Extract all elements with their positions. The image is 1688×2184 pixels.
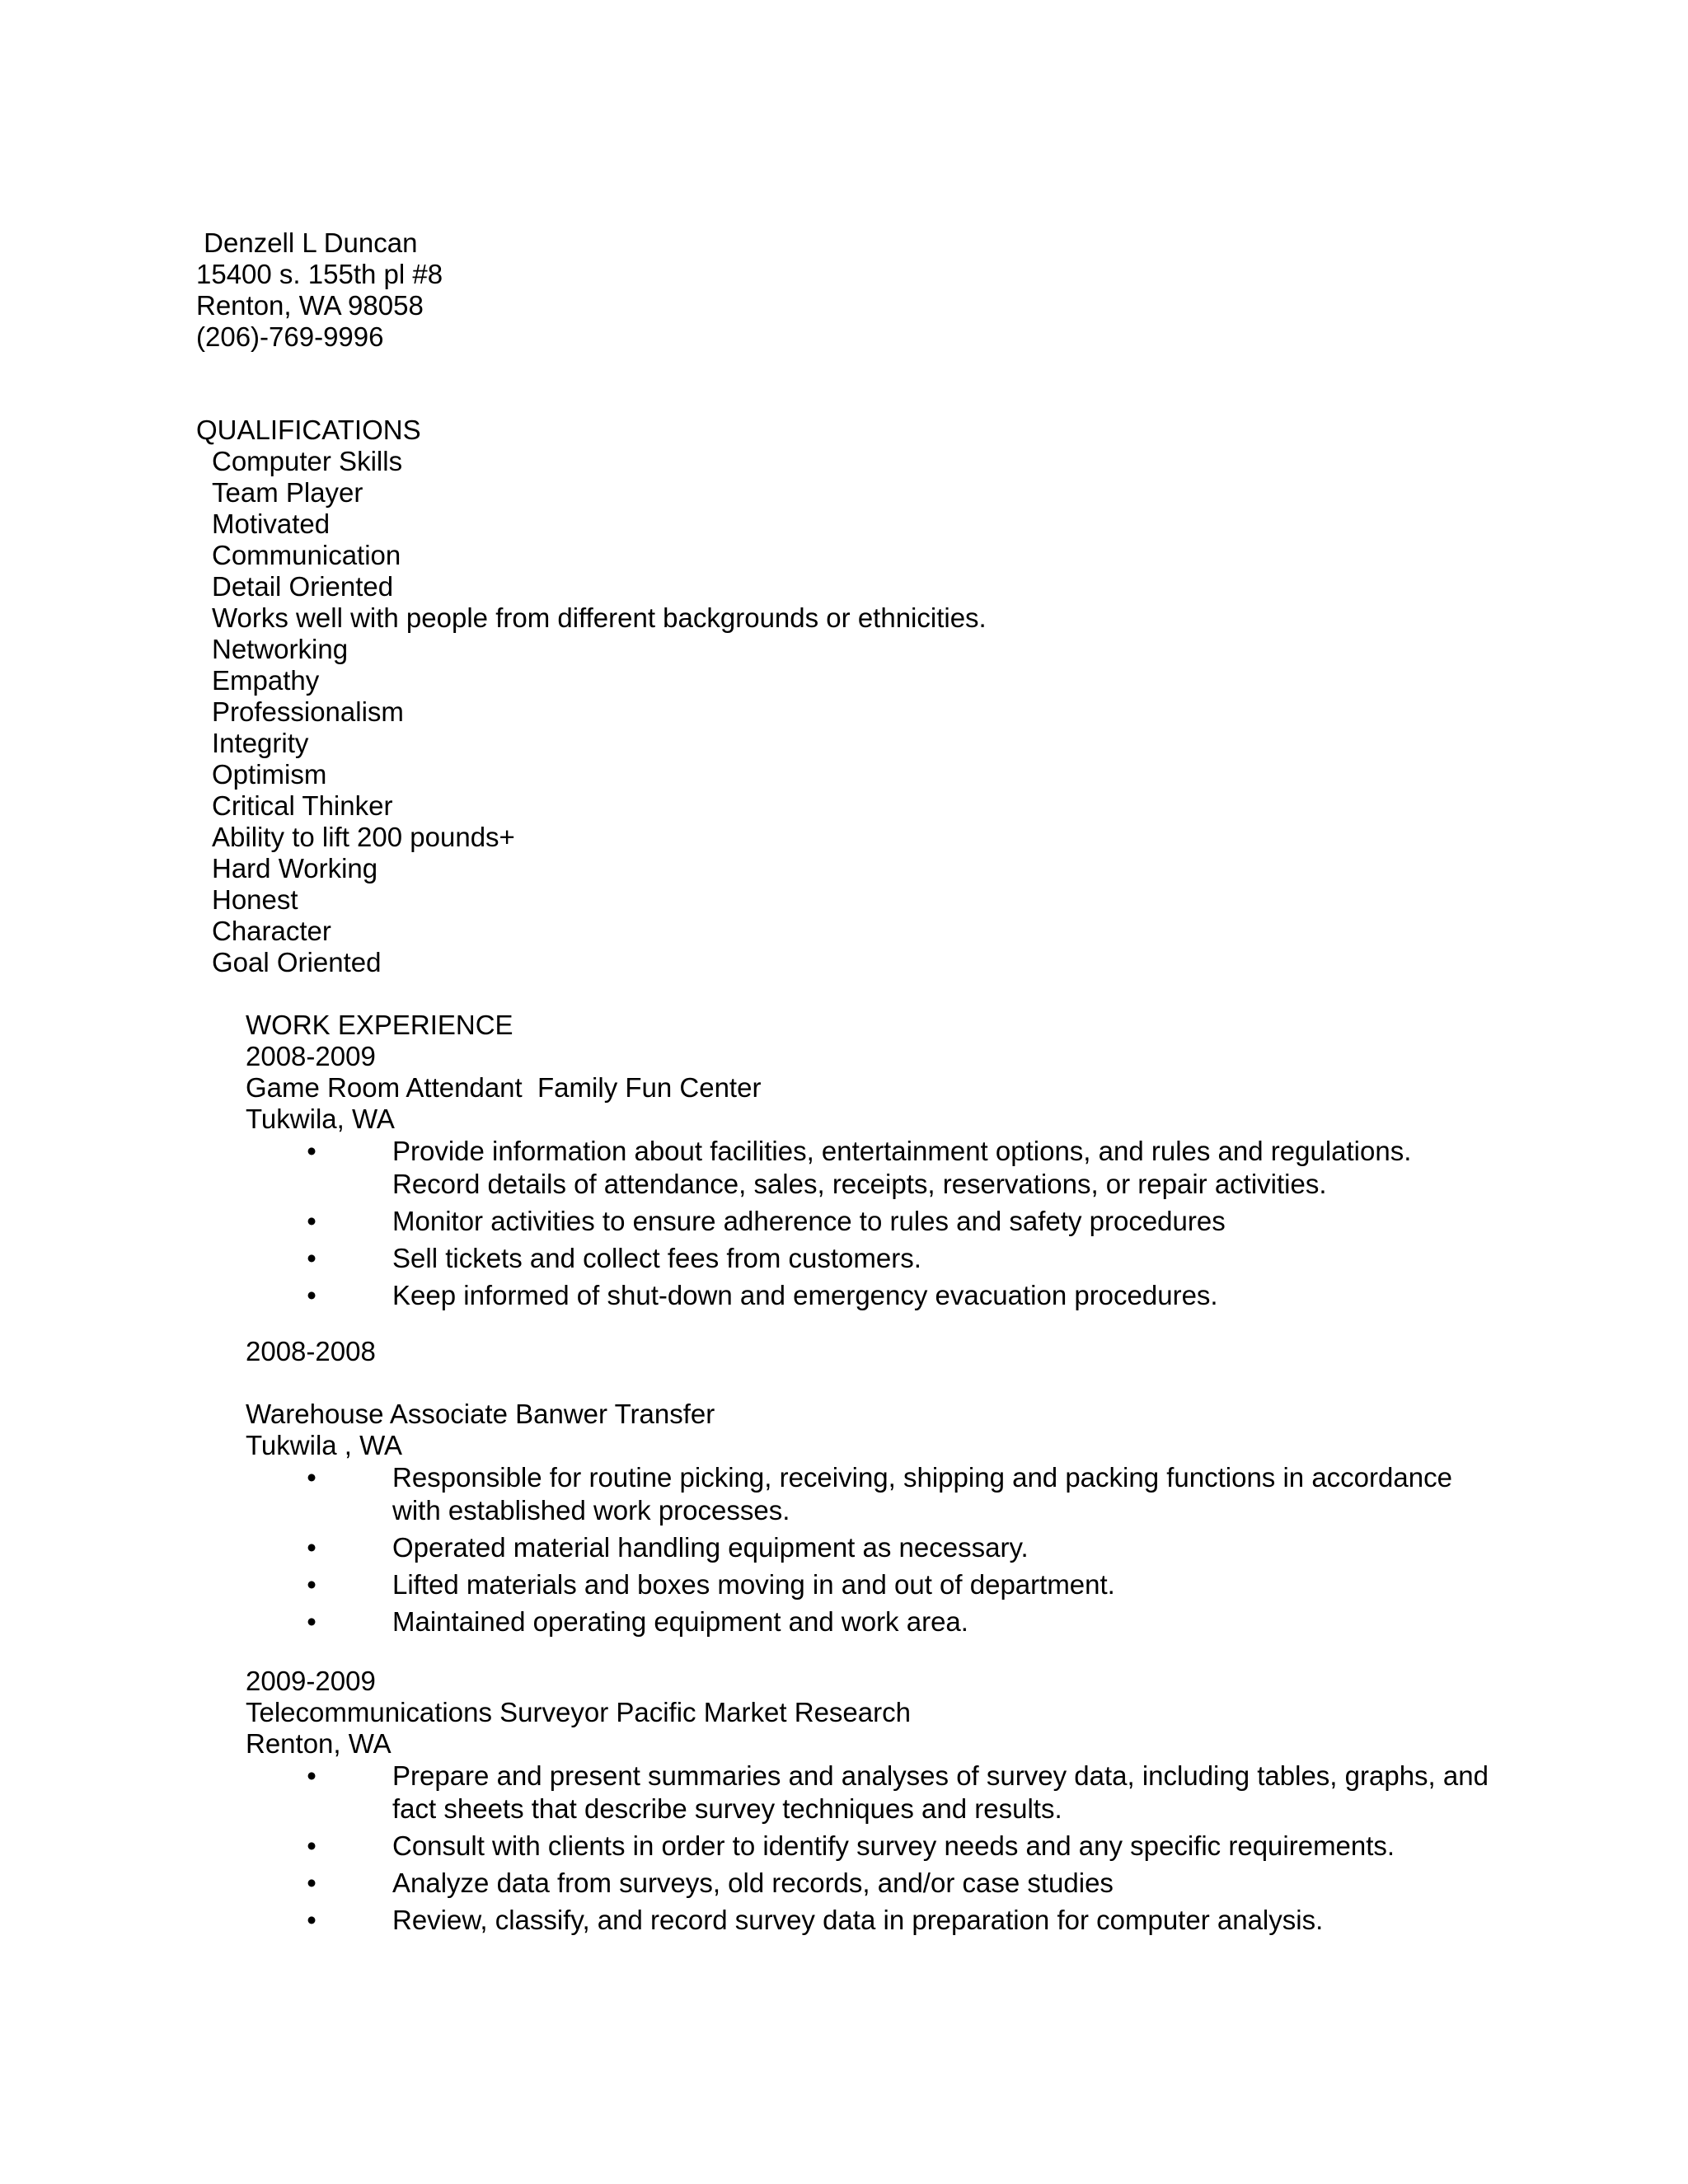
job-entry-details (246, 1399, 1457, 1643)
qualification-item: Honest (212, 884, 298, 915)
bullet-icon: • (307, 1606, 316, 1637)
bullet-icon: • (307, 1243, 316, 1273)
job-title: Game Room Attendant Family Fun Center (246, 1072, 762, 1103)
qualification-item: Computer Skills (212, 446, 403, 476)
bullet-icon: • (307, 1760, 316, 1791)
qualification-item: Optimism (212, 759, 327, 790)
qualification-item: Detail Oriented (212, 571, 394, 602)
qualification-item: Character (212, 916, 331, 946)
duty-text: Prepare and present summaries and analyses of survey data, including tables, graphs, and fact sheets that describe survey techniques and results. (392, 1760, 1489, 1824)
list-item (295, 1830, 1507, 1863)
bullet-icon: • (307, 1905, 316, 1935)
qualification-item: Integrity (212, 728, 309, 758)
qualification-item: Professionalism (212, 696, 404, 727)
list-item (295, 1461, 1507, 1527)
list-item (295, 1904, 1507, 1937)
list-item (295, 1531, 1507, 1564)
contact-address: 15400 s. 155th pl #8 (196, 259, 443, 289)
job-duties-list (295, 1461, 1507, 1638)
work-experience-heading: WORK EXPERIENCE (246, 1010, 513, 1040)
job-entry (246, 1666, 1489, 1941)
job-duties-list (295, 1135, 1507, 1312)
duty-text: Review, classify, and record survey data in preparation for computer analysis. (392, 1905, 1324, 1935)
duty-text: Lifted materials and boxes moving in and out of department. (392, 1569, 1115, 1600)
job-duties-list (295, 1760, 1507, 1937)
qualification-item: Communication (212, 540, 401, 570)
job-title: Telecommunications Surveyor Pacific Market Research (246, 1697, 911, 1727)
list-item (295, 1135, 1507, 1201)
job-dates: 2008-2009 (246, 1041, 376, 1071)
duty-text: Analyze data from surveys, old records, and/or case studies (392, 1868, 1114, 1898)
job-dates: 2009-2009 (246, 1666, 376, 1696)
qualification-item: Goal Oriented (212, 947, 382, 977)
contact-name: Denzell L Duncan (196, 227, 418, 258)
list-item (295, 1568, 1507, 1601)
qualification-item: Empathy (212, 665, 320, 696)
work-experience-section (246, 1010, 1457, 1316)
job-dates: 2008-2008 (246, 1336, 376, 1366)
job-location: Renton, WA (246, 1728, 392, 1759)
job-title: Warehouse Associate Banwer Transfer (246, 1399, 715, 1429)
list-item (295, 1760, 1507, 1825)
qualifications-heading: QUALIFICATIONS (196, 415, 421, 445)
bullet-icon: • (307, 1206, 316, 1236)
duty-text: Operated material handling equipment as necessary. (392, 1532, 1029, 1563)
list-item (295, 1205, 1507, 1238)
bullet-icon: • (307, 1569, 316, 1600)
job-location: Tukwila, WA (246, 1104, 395, 1134)
list-item (295, 1605, 1507, 1638)
qualification-item: Ability to lift 200 pounds+ (212, 822, 515, 852)
duty-text: Responsible for routine picking, receiving, shipping and packing functions in accordance with established work processes. (392, 1462, 1452, 1526)
duty-text: Sell tickets and collect fees from customers. (392, 1243, 921, 1273)
contact-phone: (206)-769-9996 (196, 321, 384, 352)
contact-block (196, 227, 443, 353)
duty-text: Monitor activities to ensure adherence to rules and safety procedures (392, 1206, 1226, 1236)
job-location: Tukwila , WA (246, 1430, 403, 1460)
job-entry (246, 1336, 376, 1367)
qualification-item: Hard Working (212, 853, 378, 883)
list-item (295, 1867, 1507, 1900)
list-item (295, 1279, 1507, 1312)
duty-text: Consult with clients in order to identify survey needs and any specific requirements. (392, 1830, 1395, 1861)
qualification-item: Motivated (212, 509, 331, 539)
duty-text: Maintained operating equipment and work area. (392, 1606, 968, 1637)
list-item (295, 1242, 1507, 1275)
qualification-item: Networking (212, 634, 349, 664)
bullet-icon: • (307, 1462, 316, 1493)
bullet-icon: • (307, 1830, 316, 1861)
qualification-item: Works well with people from different backgrounds or ethnicities. (212, 602, 987, 633)
bullet-icon: • (307, 1136, 316, 1166)
bullet-icon: • (307, 1868, 316, 1898)
duty-text: Provide information about facilities, entertainment options, and rules and regulations. Record details of attendance, sales, receipts, reservations, or repair activities. (392, 1136, 1412, 1199)
bullet-icon: • (307, 1532, 316, 1563)
qualifications-section (196, 415, 987, 978)
bullet-icon: • (307, 1280, 316, 1310)
qualification-item: Team Player (212, 477, 363, 508)
duty-text: Keep informed of shut-down and emergency evacuation procedures. (392, 1280, 1218, 1310)
qualification-item: Critical Thinker (212, 790, 393, 821)
contact-city: Renton, WA 98058 (196, 290, 424, 321)
